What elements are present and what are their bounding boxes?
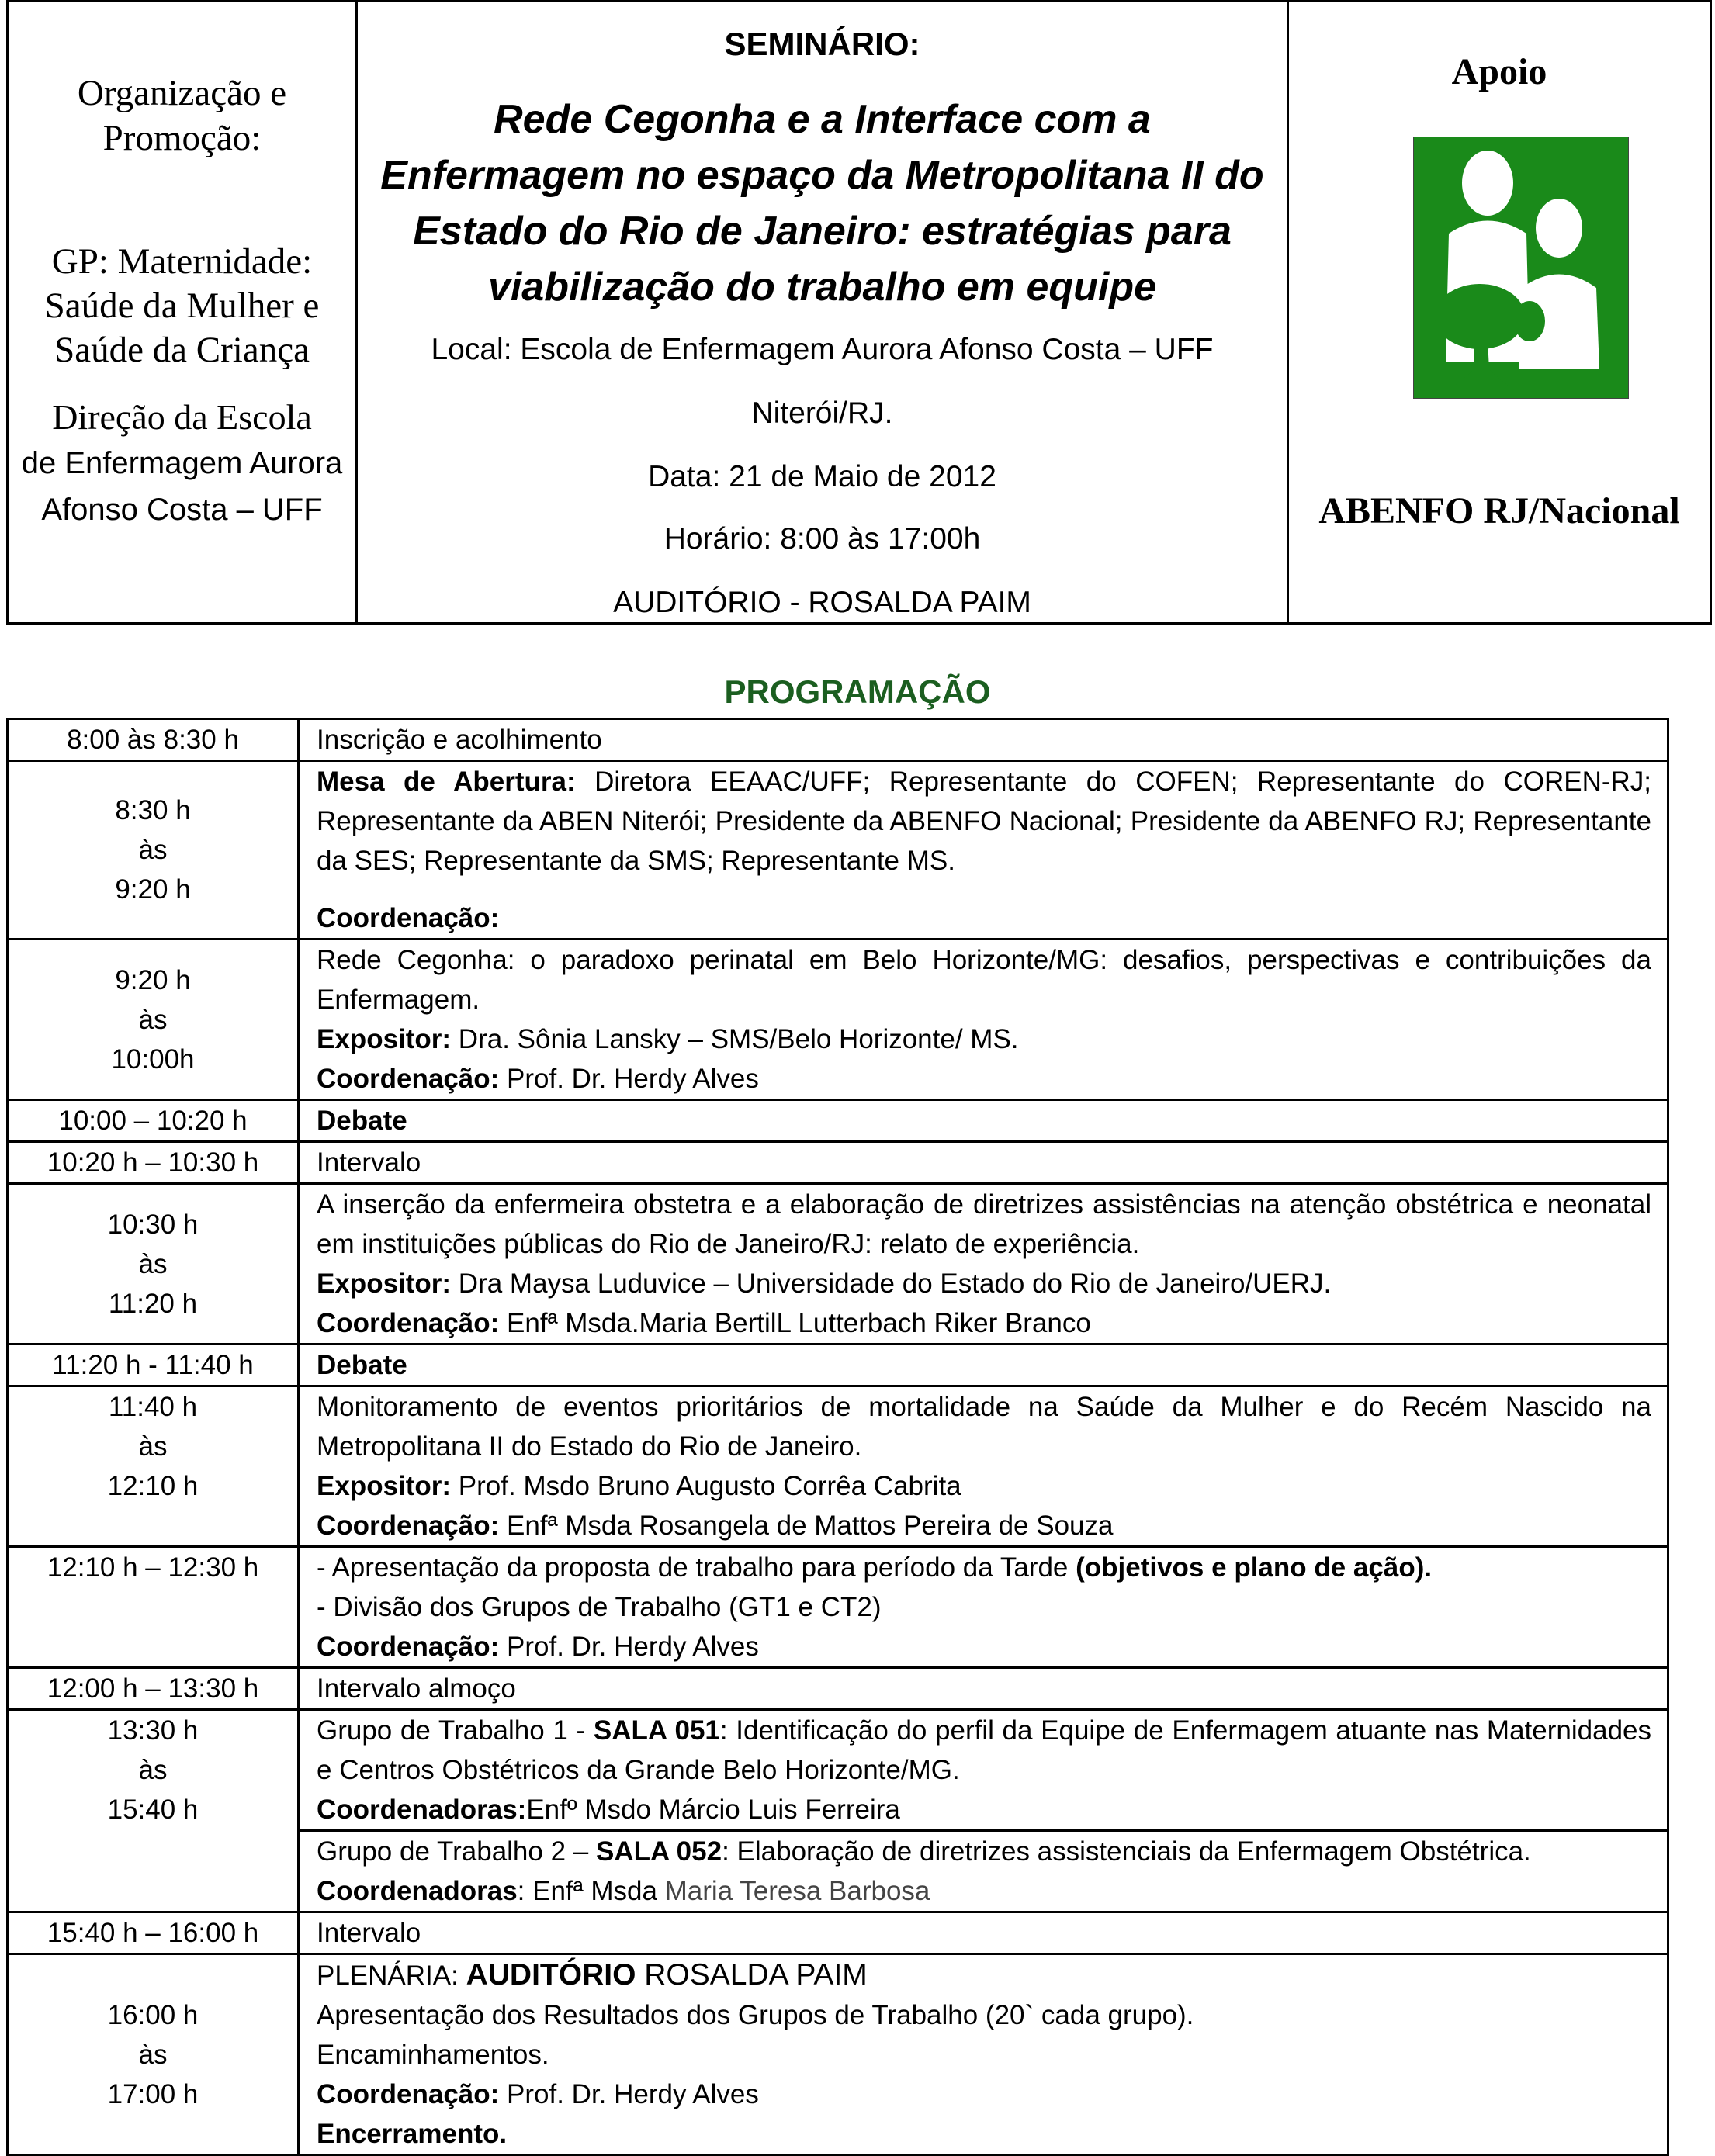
time-start: 11:40 h [108, 1392, 198, 1422]
coordination-label: Coordenação: [317, 1308, 500, 1338]
table-row [8, 1912, 1668, 1954]
table-row [8, 719, 1668, 761]
time-start: 16:00 h [107, 1999, 199, 2030]
coordination-label: Coordenadoras: [317, 1794, 527, 1825]
working-group-2-coordination [317, 1871, 1651, 1911]
activity-cell [299, 940, 1668, 1100]
working-group-1-coordination [317, 1790, 1651, 1829]
talk-title: A inserção da enfermeira obstetra e a elaboração de diretrizes assistências na atenção obstétrica e neonatal em instituições públicas do Rio de Janeiro/RJ: relato de experiência. [317, 1189, 1651, 1259]
activity-cell: Intervalo [299, 1912, 1668, 1954]
organization-column [9, 2, 358, 622]
seminar-label: SEMINÁRIO: [724, 26, 920, 62]
coordination [317, 1506, 1651, 1545]
activity-cell [299, 1184, 1668, 1344]
coordination-label: Coordenação: [317, 1511, 500, 1541]
coordination [317, 1627, 1651, 1666]
plenary-venue-name: ROSALDA PAIM [636, 1958, 868, 1992]
speaker-label: Expositor: [317, 1471, 452, 1501]
coordination-label: Coordenação: [317, 2079, 500, 2109]
time-start: 10:30 h [107, 1209, 199, 1240]
coordination [317, 1059, 1651, 1099]
talk-title: Monitoramento de eventos prioritários de mortalidade na Saúde da Mulher e do Recém Nascido na Metropolitana II do Estado do Rio de Janeiro. [317, 1392, 1651, 1462]
working-group-2-room: SALA 052 [595, 1836, 722, 1867]
speaker [317, 1264, 1651, 1303]
plenary [317, 1955, 1651, 1995]
time-end: 11:20 h [108, 1288, 198, 1319]
referrals: Encaminhamentos. [317, 2040, 549, 2070]
activity-cell [299, 1710, 1668, 1831]
time-cell: 8:00 às 8:30 h [8, 719, 299, 761]
time-cell [8, 1386, 299, 1547]
time-separator: às [138, 1431, 168, 1462]
table-row [8, 940, 1668, 1100]
time-separator: às [138, 835, 168, 865]
time-end: 9:20 h [115, 874, 191, 905]
table-row [8, 1344, 1668, 1386]
coordination-label: Coordenação: [317, 1632, 500, 1662]
time-cell: 10:20 h – 10:30 h [8, 1142, 299, 1184]
time-start: 13:30 h [107, 1715, 199, 1746]
time-cell: 12:00 h – 13:30 h [8, 1668, 299, 1710]
coordinator-name: Enfª Msda Rosangela de Mattos Pereira de Souza [499, 1511, 1114, 1541]
program-title: PROGRAMAÇÃO [724, 673, 991, 710]
speaker-label: Expositor: [317, 1024, 452, 1054]
time-end: 15:40 h [107, 1794, 199, 1825]
seminar-venue: AUDITÓRIO - ROSALDA PAIM [613, 586, 1031, 619]
table-row [8, 1142, 1668, 1184]
seminar-time: Horário: 8:00 às 17:00h [663, 522, 981, 555]
talk-title: Rede Cegonha: o paradoxo perinatal em Belo Horizonte/MG: desafios, perspectivas e contribuições da Enfermagem. [317, 945, 1651, 1015]
school-direction-line2: de Enfermagem Aurora Afonso Costa – UFF [21, 446, 343, 527]
activity-cell [299, 1954, 1668, 2155]
working-group-2-topic: : Elaboração de diretrizes assistenciais da Enfermagem Obstétrica. [722, 1836, 1531, 1867]
time-cell [8, 1954, 299, 2155]
table-row [8, 1954, 1668, 2155]
table-row [8, 1668, 1668, 1710]
results-presentation: Apresentação dos Resultados dos Grupos de Trabalho (20` cada grupo). [317, 2000, 1194, 2030]
school-direction-line1: Direção da Escola [52, 397, 312, 437]
table-row [8, 761, 1668, 940]
seminar-location: Local: Escola de Enfermagem Aurora Afonso Costa – UFF [431, 333, 1214, 366]
afternoon-proposal [317, 1548, 1651, 1587]
speaker-name: Prof. Msdo Bruno Augusto Corrêa Cabrita [451, 1471, 961, 1501]
activity-cell [299, 1386, 1668, 1547]
time-end: 17:00 h [107, 2078, 199, 2109]
coordination [317, 1303, 1651, 1343]
seminar-date: Data: 21 de Maio de 2012 [648, 460, 996, 493]
time-cell [8, 1710, 299, 1912]
working-group-2-label: Grupo de Trabalho 2 – [317, 1836, 596, 1867]
table-row [8, 1184, 1668, 1344]
coordination-label: Coordenação: [317, 903, 500, 933]
opening-panel [317, 762, 1651, 881]
seminar-column [358, 2, 1289, 622]
plenary-label: PLENÁRIA: [317, 1960, 466, 1991]
seminar-city: Niterói/RJ. [751, 396, 893, 430]
afternoon-proposal-text: - Apresentação da proposta de trabalho para período da Tarde [317, 1552, 1076, 1583]
closing: Encerramento. [317, 2119, 508, 2149]
program-table [6, 718, 1669, 2156]
support-column [1289, 2, 1710, 622]
coordinator-name: Prof. Dr. Herdy Alves [499, 1064, 759, 1094]
coordinator-name: Enfº Msdo Márcio Luis Ferreira [526, 1794, 900, 1825]
activity-cell: Intervalo almoço [299, 1668, 1668, 1710]
time-cell: 10:00 – 10:20 h [8, 1100, 299, 1142]
coordination-label: Coordenadoras [317, 1876, 518, 1906]
time-end: 12:10 h [107, 1471, 199, 1501]
speaker [317, 1466, 1651, 1506]
coordinator-name: Prof. Dr. Herdy Alves [499, 2079, 759, 2109]
activity-cell: Intervalo [299, 1142, 1668, 1184]
coordinator-name: Enfª Msda.Maria BertilL Lutterbach Riker Branco [499, 1308, 1091, 1338]
sponsor-name: ABENFO RJ/Nacional [1318, 490, 1680, 531]
working-group-1 [317, 1711, 1651, 1790]
activity-cell [299, 761, 1668, 940]
working-group-2 [317, 1832, 1651, 1871]
time-separator: às [138, 1248, 168, 1279]
activity-cell: Debate [299, 1100, 1668, 1142]
opening-panel-label: Mesa de Abertura: [317, 767, 576, 797]
time-separator: às [138, 1004, 168, 1035]
time-start: 9:20 h [115, 964, 191, 995]
seminar-header [6, 0, 1712, 625]
time-cell: 11:20 h - 11:40 h [8, 1344, 299, 1386]
time-separator: às [138, 2039, 168, 2070]
time-cell [8, 1184, 299, 1344]
table-row [8, 1710, 1668, 1831]
working-group-1-label: Grupo de Trabalho 1 - [317, 1715, 594, 1746]
table-row [8, 1386, 1668, 1547]
abenfo-logo-icon [1413, 137, 1629, 399]
afternoon-proposal-goals: (objetivos e plano de ação). [1076, 1552, 1433, 1583]
time-end: 10:00h [111, 1043, 195, 1075]
time-cell: 15:40 h – 16:00 h [8, 1912, 299, 1954]
table-row [8, 1547, 1668, 1668]
coordination-label: Coordenação: [317, 1064, 500, 1094]
opening-panel-text: Diretora EEAAC/UFF; Representante do COFEN; Representante do COREN-RJ; Representante da ABEN Niterói; Presidente da ABENFO Nacional; Presidente da ABENFO RJ; Representante da SES; Representante da SMS; Representante MS. [317, 767, 1652, 876]
activity-cell: Debate [299, 1344, 1668, 1386]
group-division: - Divisão dos Grupos de Trabalho (GT1 e CT2) [317, 1592, 882, 1622]
speaker-label: Expositor: [317, 1268, 452, 1299]
research-group: GP: Maternidade: Saúde da Mulher e Saúde da Criança [44, 241, 320, 370]
time-cell [8, 940, 299, 1100]
time-start: 8:30 h [115, 795, 191, 825]
working-group-1-topic: : Identificação do perfil da Equipe de Enfermagem atuante nas Maternidades e Centros Obstétricos da Grande Belo Horizonte/MG. [317, 1715, 1651, 1785]
support-label: Apoio [1451, 51, 1547, 92]
activity-cell: Inscrição e acolhimento [299, 719, 1668, 761]
speaker [317, 1019, 1651, 1059]
coordination [317, 2075, 1651, 2114]
activity-cell [299, 1547, 1668, 1668]
time-cell [8, 761, 299, 940]
school-direction [9, 395, 355, 532]
table-row [8, 1100, 1668, 1142]
plenary-venue-type: AUDITÓRIO [466, 1958, 636, 1992]
coordinator-name: Prof. Dr. Herdy Alves [499, 1632, 759, 1662]
time-separator: às [138, 1755, 168, 1785]
speaker-name: Dra Maysa Luduvice – Universidade do Estado do Rio de Janeiro/UERJ. [451, 1268, 1332, 1299]
organization-title: Organização e Promoção: [77, 73, 287, 158]
time-cell: 12:10 h – 12:30 h [8, 1547, 299, 1668]
working-group-1-room: SALA 051 [593, 1715, 720, 1746]
speaker-name: Dra. Sônia Lansky – SMS/Belo Horizonte/ MS. [451, 1024, 1019, 1054]
seminar-title: Rede Cegonha e a Interface com a Enfermagem no espaço da Metropolitana II do Estado do Rio de Janeiro: estratégias para viabilização do trabalho em equipe [380, 97, 1264, 310]
coordinator-prefix: : Enfª Msda [517, 1876, 665, 1906]
activity-cell [299, 1831, 1668, 1912]
coordinator-name: Maria Teresa Barbosa [664, 1876, 930, 1906]
